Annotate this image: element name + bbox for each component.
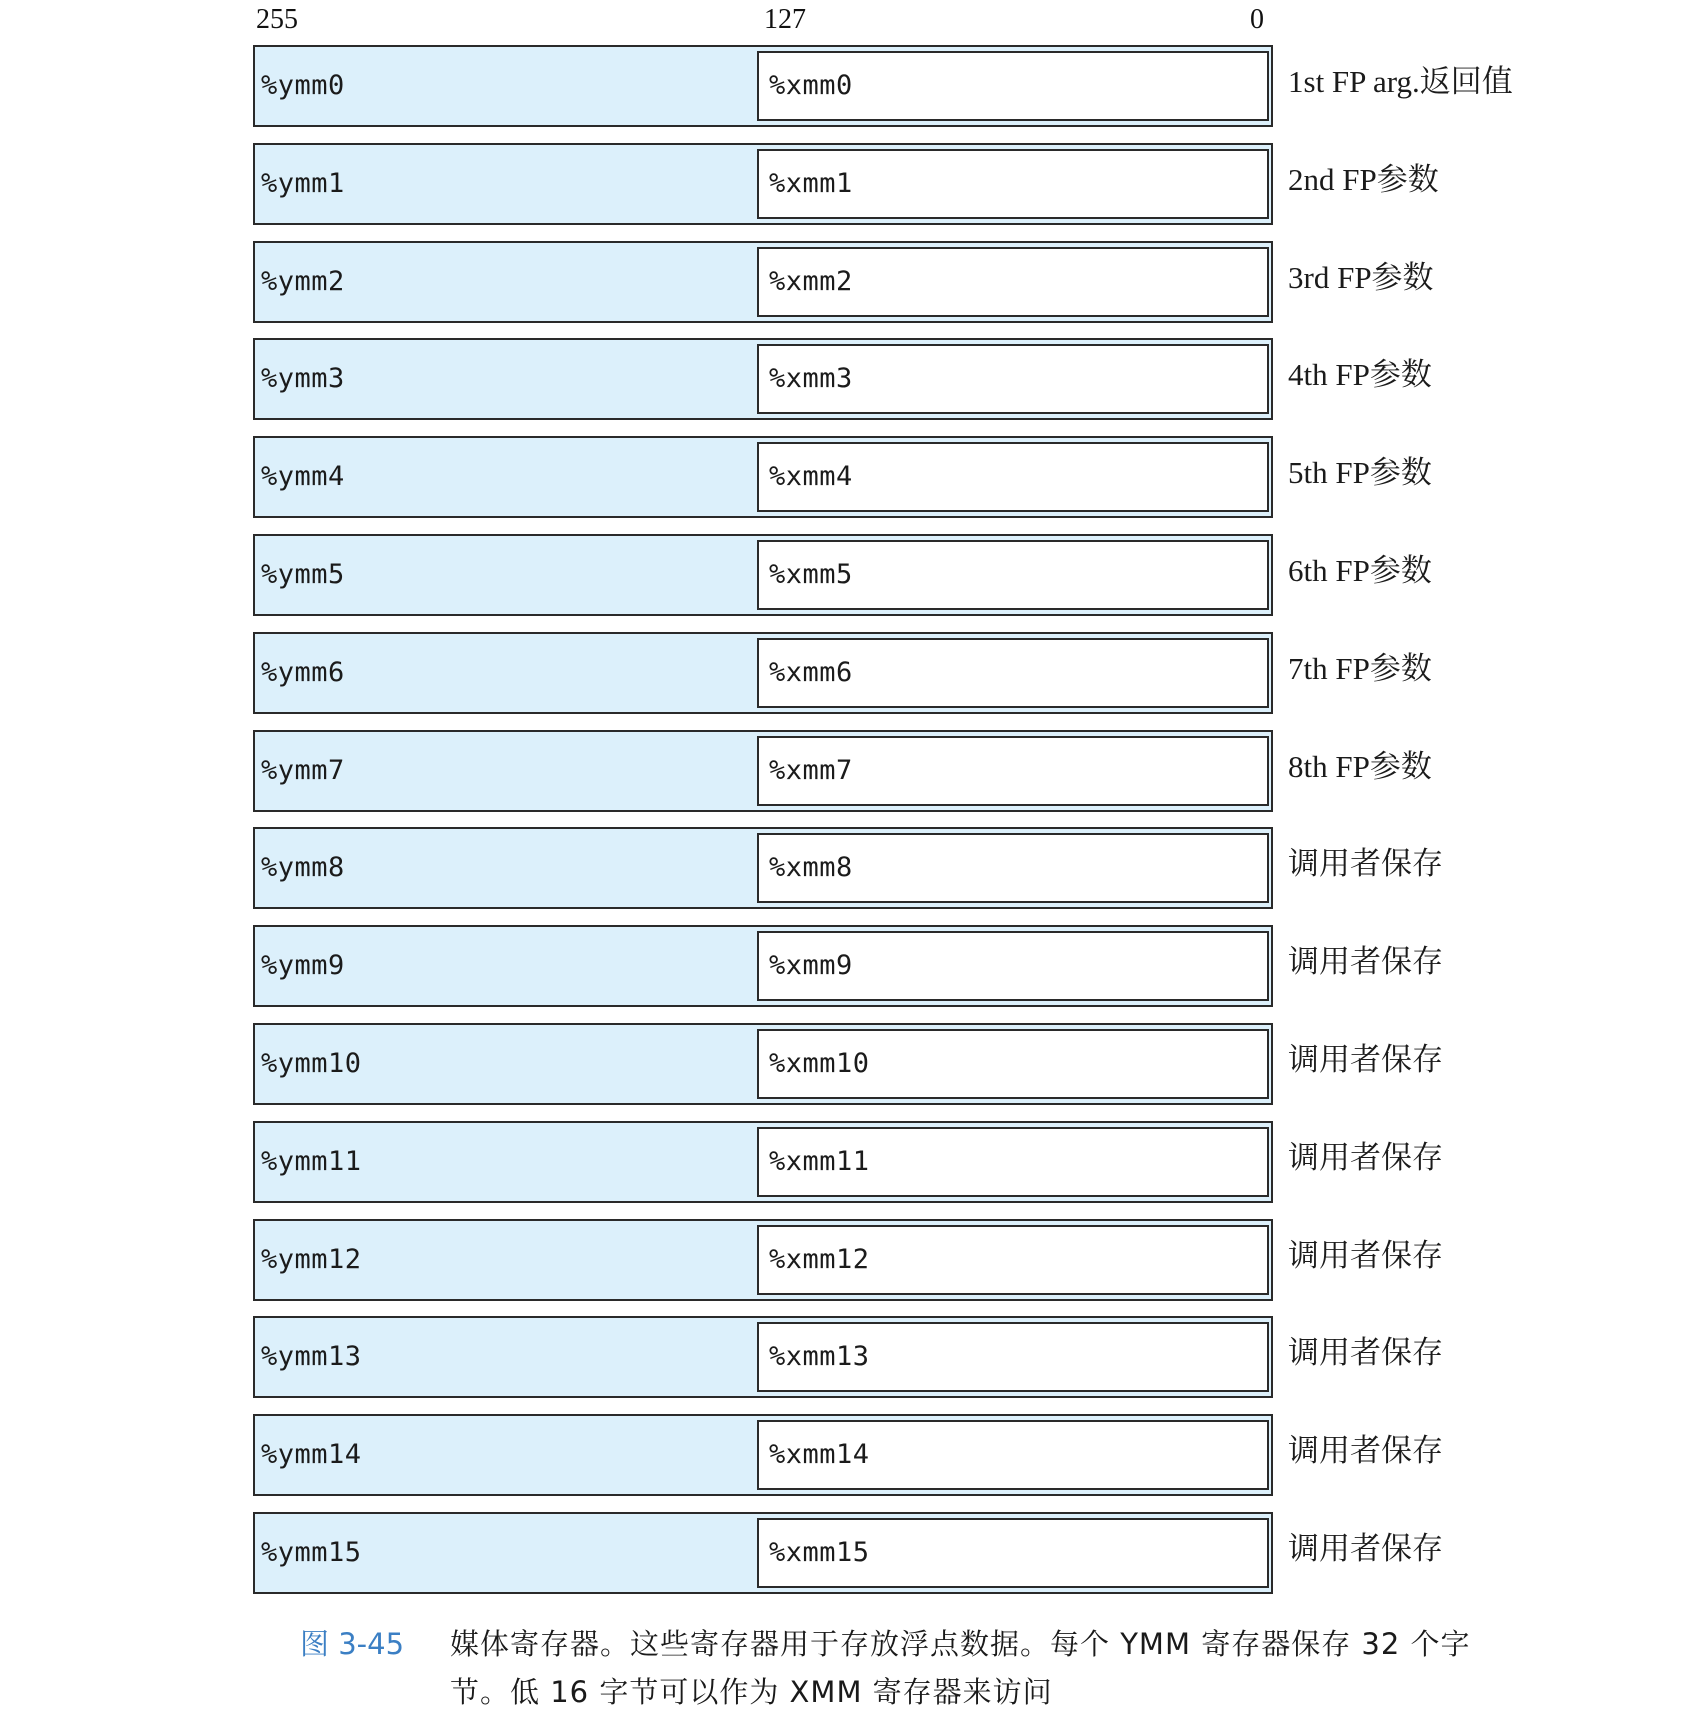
ymm-register-name: %ymm12 <box>261 1244 362 1275</box>
ymm-register-name: %ymm2 <box>261 266 345 297</box>
register-usage-label: 8th FP参数 <box>1288 749 1432 784</box>
xmm-register-box <box>757 1127 1269 1197</box>
ymm-register-name: %ymm13 <box>261 1341 362 1372</box>
ymm-register-row <box>253 1121 1273 1203</box>
xmm-register-box <box>757 1322 1269 1392</box>
ymm-register-row <box>253 534 1273 616</box>
ymm-register-row <box>253 338 1273 420</box>
ymm-register-name: %ymm3 <box>261 363 345 394</box>
register-usage-label: 7th FP参数 <box>1288 651 1432 686</box>
ymm-register-name: %ymm8 <box>261 852 345 883</box>
register-usage-label: 调用者保存 <box>1288 846 1443 881</box>
register-usage-label: 4th FP参数 <box>1288 357 1432 392</box>
xmm-register-name: %xmm7 <box>769 755 853 786</box>
xmm-register-name: %xmm0 <box>769 70 853 101</box>
ymm-register-row <box>253 632 1273 714</box>
ymm-register-name: %ymm14 <box>261 1439 362 1470</box>
xmm-register-box <box>757 1518 1269 1588</box>
register-usage-label: 2nd FP参数 <box>1288 162 1439 197</box>
xmm-register-box <box>757 442 1269 512</box>
ymm-register-row <box>253 730 1273 812</box>
register-usage-label: 5th FP参数 <box>1288 455 1432 490</box>
xmm-register-name: %xmm11 <box>769 1146 870 1177</box>
register-usage-label: 调用者保存 <box>1288 1433 1443 1468</box>
xmm-register-name: %xmm9 <box>769 950 853 981</box>
xmm-register-name: %xmm13 <box>769 1341 870 1372</box>
xmm-register-box <box>757 833 1269 903</box>
ymm-register-row <box>253 241 1273 323</box>
ymm-register-name: %ymm6 <box>261 657 345 688</box>
xmm-register-name: %xmm14 <box>769 1439 870 1470</box>
register-usage-label: 调用者保存 <box>1288 1335 1443 1370</box>
caption-text: 媒体寄存器。这些寄存器用于存放浮点数据。每个 YMM 寄存器保存 32 个字节。低 16 字节可以作为 XMM 寄存器来访问 <box>450 1627 1471 1709</box>
bit-label-255: 255 <box>256 4 298 35</box>
caption-number: 图 3-45 <box>300 1627 405 1661</box>
xmm-register-name: %xmm15 <box>769 1537 870 1568</box>
ymm-register-name: %ymm11 <box>261 1146 362 1177</box>
ymm-register-row <box>253 1512 1273 1594</box>
xmm-register-name: %xmm10 <box>769 1048 870 1079</box>
xmm-register-box <box>757 540 1269 610</box>
register-usage-label: 1st FP arg.返回值 <box>1288 64 1513 99</box>
ymm-register-row <box>253 827 1273 909</box>
ymm-register-name: %ymm7 <box>261 755 345 786</box>
ymm-register-row <box>253 1219 1273 1301</box>
xmm-register-box <box>757 1225 1269 1295</box>
xmm-register-box <box>757 247 1269 317</box>
ymm-register-row <box>253 45 1273 127</box>
ymm-register-row <box>253 1023 1273 1105</box>
xmm-register-box <box>757 1029 1269 1099</box>
xmm-register-box <box>757 344 1269 414</box>
ymm-register-row <box>253 436 1273 518</box>
xmm-register-box <box>757 51 1269 121</box>
xmm-register-name: %xmm1 <box>769 168 853 199</box>
bit-label-0: 0 <box>1250 4 1264 35</box>
ymm-register-name: %ymm1 <box>261 168 345 199</box>
xmm-register-name: %xmm5 <box>769 559 853 590</box>
ymm-register-name: %ymm15 <box>261 1537 362 1568</box>
xmm-register-name: %xmm3 <box>769 363 853 394</box>
xmm-register-name: %xmm4 <box>769 461 853 492</box>
ymm-register-row <box>253 143 1273 225</box>
xmm-register-name: %xmm2 <box>769 266 853 297</box>
register-usage-label: 调用者保存 <box>1288 1042 1443 1077</box>
register-usage-label: 调用者保存 <box>1288 1140 1443 1175</box>
register-usage-label: 6th FP参数 <box>1288 553 1432 588</box>
xmm-register-box <box>757 736 1269 806</box>
ymm-register-name: %ymm4 <box>261 461 345 492</box>
ymm-register-name: %ymm10 <box>261 1048 362 1079</box>
xmm-register-name: %xmm12 <box>769 1244 870 1275</box>
ymm-register-name: %ymm5 <box>261 559 345 590</box>
register-usage-label: 3rd FP参数 <box>1288 260 1434 295</box>
ymm-register-row <box>253 1316 1273 1398</box>
xmm-register-box <box>757 638 1269 708</box>
register-usage-label: 调用者保存 <box>1288 1238 1443 1273</box>
xmm-register-name: %xmm8 <box>769 852 853 883</box>
register-usage-label: 调用者保存 <box>1288 1531 1443 1566</box>
ymm-register-row <box>253 1414 1273 1496</box>
ymm-register-row <box>253 925 1273 1007</box>
register-usage-label: 调用者保存 <box>1288 944 1443 979</box>
bit-label-127: 127 <box>764 4 806 35</box>
xmm-register-name: %xmm6 <box>769 657 853 688</box>
ymm-register-name: %ymm0 <box>261 70 345 101</box>
xmm-register-box <box>757 1420 1269 1490</box>
xmm-register-box <box>757 931 1269 1001</box>
ymm-register-name: %ymm9 <box>261 950 345 981</box>
xmm-register-box <box>757 149 1269 219</box>
